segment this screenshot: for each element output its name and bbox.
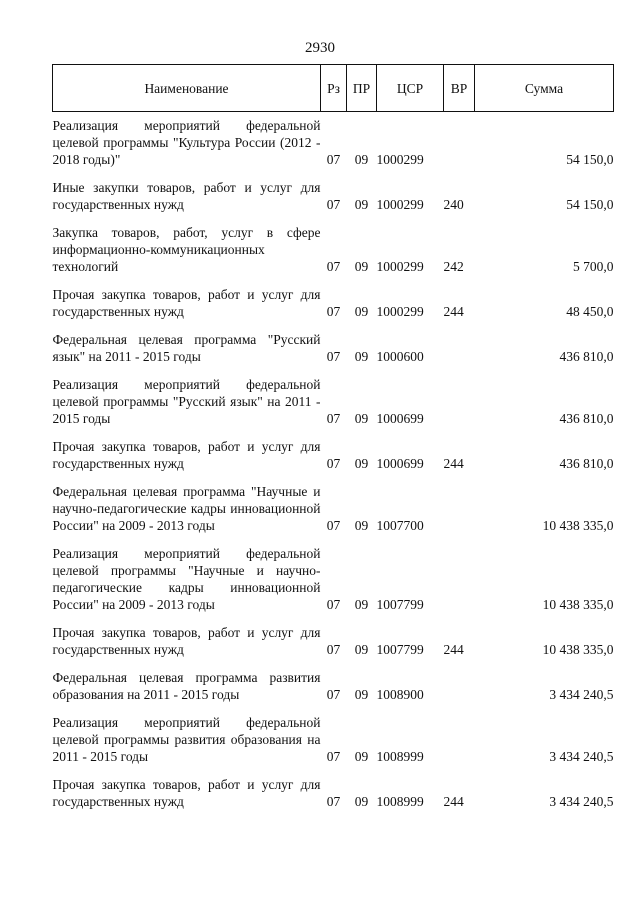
table-row — [53, 771, 614, 816]
row-name: Закупка товаров, работ, услуг в сфере информационно-коммуникационных технологий — [52, 225, 321, 274]
budget-table — [52, 64, 614, 816]
table-row — [53, 371, 614, 433]
header-csr: ЦСР — [377, 65, 444, 112]
row-name: Федеральная целевая программа "Научные и научно-педагогические кадры инновационной России" на 2009 - 2013 годы — [52, 484, 321, 533]
table-row — [53, 709, 614, 771]
row-sum: 5 700,0 — [573, 259, 614, 274]
row-csr: 1000699 — [376, 456, 424, 471]
row-pr: 09 — [354, 597, 369, 612]
row-pr: 09 — [354, 152, 369, 167]
row-rz: 07 — [326, 456, 341, 471]
row-name: Реализация мероприятий федеральной целевой программы развития образования на 2011 - 2015 годы — [52, 715, 321, 764]
row-sum: 436 810,0 — [559, 456, 614, 471]
row-pr: 09 — [354, 518, 369, 533]
row-csr: 1000699 — [376, 411, 424, 426]
page-number: 2930 — [305, 40, 335, 56]
header-sum: Сумма — [475, 65, 614, 112]
row-sum: 436 810,0 — [559, 349, 614, 364]
table-row — [53, 219, 614, 281]
row-rz: 07 — [326, 518, 341, 533]
row-vr — [444, 478, 475, 540]
row-sum: 54 150,0 — [566, 152, 614, 167]
row-csr: 1000299 — [376, 259, 424, 274]
header-pr: ПР — [347, 65, 377, 112]
table-row — [53, 619, 614, 664]
row-name: Реализация мероприятий федеральной целевой программы "Русский язык" на 2011 - 2015 годы — [52, 377, 321, 426]
row-rz: 07 — [326, 749, 341, 764]
row-name: Федеральная целевая программа развития образования на 2011 - 2015 годы — [52, 670, 321, 702]
row-name: Реализация мероприятий федеральной целевой программы "Научные и научно-педагогические кадры инновационной России" на 2009 - 2013 годы — [52, 546, 321, 612]
row-pr: 09 — [354, 304, 369, 319]
row-rz: 07 — [326, 197, 341, 212]
row-csr: 1008999 — [376, 794, 424, 809]
row-csr: 1000600 — [376, 349, 424, 364]
row-pr: 09 — [354, 456, 369, 471]
row-sum: 3 434 240,5 — [549, 749, 614, 764]
row-pr: 09 — [354, 794, 369, 809]
row-sum: 436 810,0 — [559, 411, 614, 426]
row-rz: 07 — [326, 597, 341, 612]
row-sum: 10 438 335,0 — [542, 518, 614, 533]
row-rz: 07 — [326, 687, 341, 702]
row-vr: 244 — [443, 304, 464, 319]
row-pr: 09 — [354, 749, 369, 764]
header-name: Наименование — [53, 65, 321, 112]
row-csr: 1008999 — [376, 749, 424, 764]
row-pr: 09 — [354, 687, 369, 702]
row-rz: 07 — [326, 152, 341, 167]
table-row — [53, 540, 614, 619]
row-vr: 244 — [443, 794, 464, 809]
row-rz: 07 — [326, 349, 341, 364]
row-sum: 3 434 240,5 — [549, 687, 614, 702]
row-csr: 1007799 — [376, 597, 424, 612]
row-csr: 1000299 — [376, 197, 424, 212]
row-csr: 1008900 — [376, 687, 424, 702]
row-rz: 07 — [326, 642, 341, 657]
row-vr — [444, 112, 475, 175]
row-sum: 54 150,0 — [566, 197, 614, 212]
row-rz: 07 — [326, 259, 341, 274]
row-sum: 48 450,0 — [566, 304, 614, 319]
table-row — [53, 433, 614, 478]
row-csr: 1007799 — [376, 642, 424, 657]
row-name: Прочая закупка товаров, работ и услуг для государственных нужд — [52, 287, 321, 319]
row-name: Реализация мероприятий федеральной целевой программы "Культура России (2012 - 2018 годы)" — [52, 118, 321, 167]
row-name: Федеральная целевая программа "Русский язык" на 2011 - 2015 годы — [52, 332, 321, 364]
table-row — [53, 326, 614, 371]
row-vr: 240 — [443, 197, 464, 212]
row-pr: 09 — [354, 642, 369, 657]
header-row — [53, 65, 614, 112]
row-vr: 244 — [443, 642, 464, 657]
row-pr: 09 — [354, 197, 369, 212]
row-name: Прочая закупка товаров, работ и услуг для государственных нужд — [52, 439, 321, 471]
row-pr: 09 — [354, 259, 369, 274]
row-vr — [444, 326, 475, 371]
row-csr: 1000299 — [376, 152, 424, 167]
header-vr: ВР — [444, 65, 475, 112]
row-name: Прочая закупка товаров, работ и услуг для государственных нужд — [52, 625, 321, 657]
row-vr: 242 — [443, 259, 464, 274]
row-csr: 1000299 — [376, 304, 424, 319]
row-name: Иные закупки товаров, работ и услуг для государственных нужд — [52, 180, 321, 212]
table-row — [53, 174, 614, 219]
row-pr: 09 — [354, 411, 369, 426]
row-rz: 07 — [326, 304, 341, 319]
table-row — [53, 664, 614, 709]
row-vr: 244 — [443, 456, 464, 471]
row-vr — [444, 709, 475, 771]
table-row — [53, 112, 614, 175]
row-vr — [444, 664, 475, 709]
table-row — [53, 281, 614, 326]
row-vr — [444, 371, 475, 433]
row-name: Прочая закупка товаров, работ и услуг для государственных нужд — [52, 777, 321, 809]
row-sum: 3 434 240,5 — [549, 794, 614, 809]
table-row — [53, 478, 614, 540]
header-rz: Рз — [321, 65, 347, 112]
row-csr: 1007700 — [376, 518, 424, 533]
row-sum: 10 438 335,0 — [542, 642, 614, 657]
row-sum: 10 438 335,0 — [542, 597, 614, 612]
row-rz: 07 — [326, 794, 341, 809]
row-pr: 09 — [354, 349, 369, 364]
row-vr — [444, 540, 475, 619]
row-rz: 07 — [326, 411, 341, 426]
